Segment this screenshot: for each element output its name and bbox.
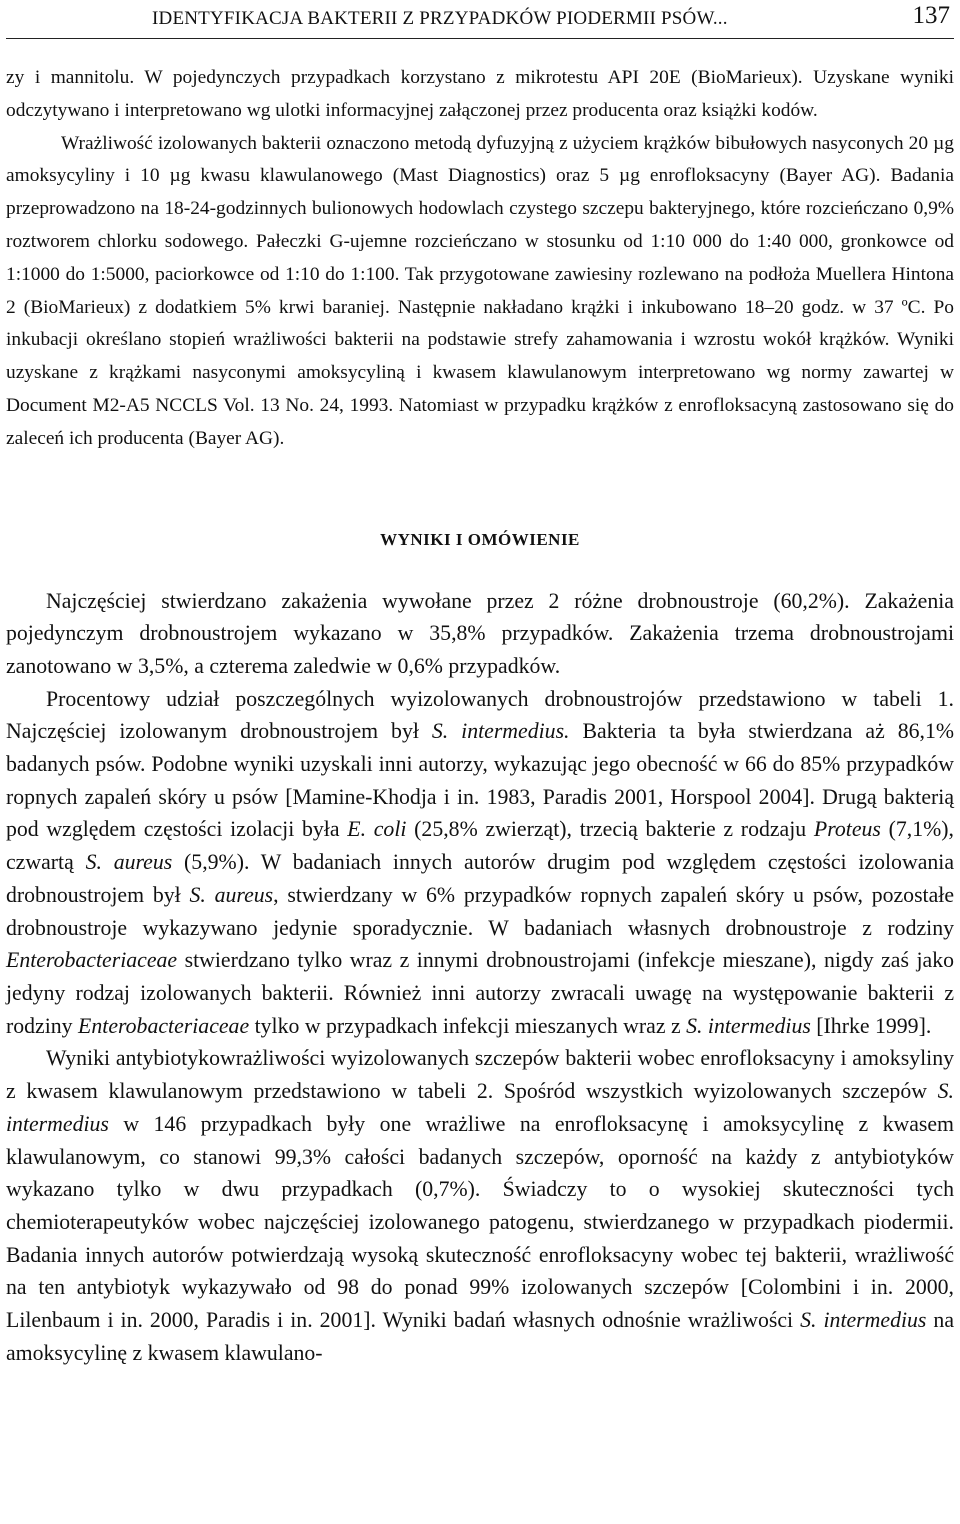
text-run: Bakteria ta była stwierdzana aż 86,1% badanych psów. Podobne wyniki uzyskali inni autorzy, wykazując jego obecność w 66 do 85% przypadków ropnych zapaleń skóry u psów [Mamine-Khodja i in. 1983, Paradis 2001, Horspool 2004]. Drugą bakterią pod względem częstości izolacji była [6,719,954,842]
section-heading-results: WYNIKI I OMÓWIENIE [380,529,580,549]
taxon-name: S. intermedius [6,1079,954,1136]
methods-paragraph-2-part-b: Badania przeprowadzono na 18-24-godzinnych bulionowych hodowlach czystego szczepu bakteryjnego, które rozcieńczano 0,9% roztworem chlorku sodowego. Pałeczki G-ujemne rozcieńczano w stosunku od 1:10 000 do 1:40 000, gronkowce od 1:1000 do 1:5000, paciorkowce od 1:10 do 1:100. Tak przygotowane zawiesiny rozlewano na podłoża Muellera Hintona 2 (BioMarieux) z dodatkiem 5% krwi baraniej. Następnie nakładano krążki i inkubowano 18–20 godz. w 37 ºC. Po inkubacji określano stopień wrażliwości bakterii na podstawie strefy zahamowania i wzrostu wokół krążków. Wyniki uzyskane z krążkami nasyconymi amoksycyliną i kwasem klawulanowym interpretowano wg normy zawartej w Document M2-A5 NCCLS Vol. 13 No. 24, 1993. Natomiast w przypadku krążków z enrofloksacyną zastosowano się do zaleceń ich producenta (Bayer AG). [6,165,954,449]
text-run: na amoksycylinę z kwasem klawulano- [6,1308,954,1365]
taxon-name: Enterobacteriaceae [6,948,178,973]
taxon-name: S. aureus [85,850,173,875]
text-run: [Ihrke 1999]. [810,1013,932,1038]
page-number: 137 [912,2,950,29]
taxon-name: S. intermedius [800,1308,927,1333]
taxon-name: S. intermedius [686,1013,811,1038]
results-paragraph-1: Najczęściej stwierdzano zakażenia wywołane przez 2 różne drobnoustroje (60,2%). Zakażenia pojedynczym drobnoustrojem wykazano w 35,8% przypadków. Zakażenia trzema drobnoustrojami zanotowano w 3,5%, a czterema zaledwie w 0,6% przypadków. [6,588,954,678]
methods-paragraph-2 [6,128,954,456]
text-run: (25,8% zwierząt), trzecią bakterie z rodzaju [406,817,814,842]
taxon-name: S. intermedius. [431,719,570,744]
methods-paragraph-2-part-a: Wrażliwość izolowanych bakterii oznaczono metodą dyfuzyjną z użyciem krążków bibułowych nasyconych 20 µg amoksycyliny i 10 µg kwasu klawulanowego (Mast Diagnostics) oraz 5 µg enrofloksacyny (Bayer AG). [6,132,954,187]
methods-paragraph-1: zy i mannitolu. W pojedynczych przypadkach korzystano z mikrotestu API 20E (BioMarieux). Uzyskane wyniki odczytywano i interpretowano wg ulotki informacyjnej załączonej przez producenta oraz książki kodów. [6,67,954,121]
results-paragraph-3 [6,1042,954,1369]
text-run: tylko w przypadkach infekcji mieszanych wraz z [249,1013,687,1038]
text-run: w 146 przypadkach były one wrażliwe na enrofloksacynę i amoksycylinę z kwasem klawulanowym, co stanowi 99,3% całości badanych szczepów, oporność na każdy z antybiotyków wykazano tylko w dwu przypadkach (0,7%). Świadczy to o wysokiej skuteczności tych chemioterapeutyków wobec najczęściej izolowanego patogenu, stwierdzanego w przypadkach piodermii. Badania innych autorów potwierdzają wysoką skuteczność enrofloksacyny wobec tej bakterii, wrażliwość na ten antybiotyk wykazywało od 98 do ponad 99% izolowanych szczepów [Colombini i in. 2000, Lilenbaum i in. 2000, Paradis i in. 2001]. Wyniki badań własnych odnośnie wrażliwości [6,1111,954,1333]
document-page [6,0,954,1369]
taxon-name: E. coli [347,817,407,842]
text-run: (7,1%), czwartą [6,817,955,875]
taxon-name: Proteus [813,817,881,842]
text-run: Wyniki antybiotykowrażliwości wyizolowanych szczepów bakterii wobec enrofloksacyny i amoksyliny z kwasem klawulanowym przedstawiono w tabeli 2. Spośród wszystkich wyizolowanych szczepów [6,1046,954,1104]
text-run: stwierdzano tylko wraz z innymi drobnoustrojami (infekcje mieszane), nigdy zaś jako jedyny rodzaj izolowanych bakterii. Również inni autorzy zwracali uwagę na występowanie bakterii z rodziny [6,948,954,1038]
running-header [6,0,954,39]
results-paragraph-2 [6,683,954,1043]
taxon-name: S. aureus [189,882,274,907]
text-run: (5,9%). W badaniach innych autorów drugim pod względem częstości izolowania drobnoustrojem był [6,850,954,907]
text-run: , stwierdzany w 6% przypadków ropnych zapaleń skóry u psów, pozostałe drobnoustroje wykazywano jedynie sporadycznie. W badaniach własnych drobnoustroje z rodziny [6,882,955,940]
taxon-name: Enterobacteriaceae [78,1013,250,1038]
text-run: Procentowy udział poszczególnych wyizolowanych drobnoustrojów przedstawiono w tabeli 1. Najczęściej izolowanym drobnoustrojem był [6,686,954,744]
running-title: IDENTYFIKACJA BAKTERII Z PRZYPADKÓW PIODERMII PSÓW... [152,8,728,29]
